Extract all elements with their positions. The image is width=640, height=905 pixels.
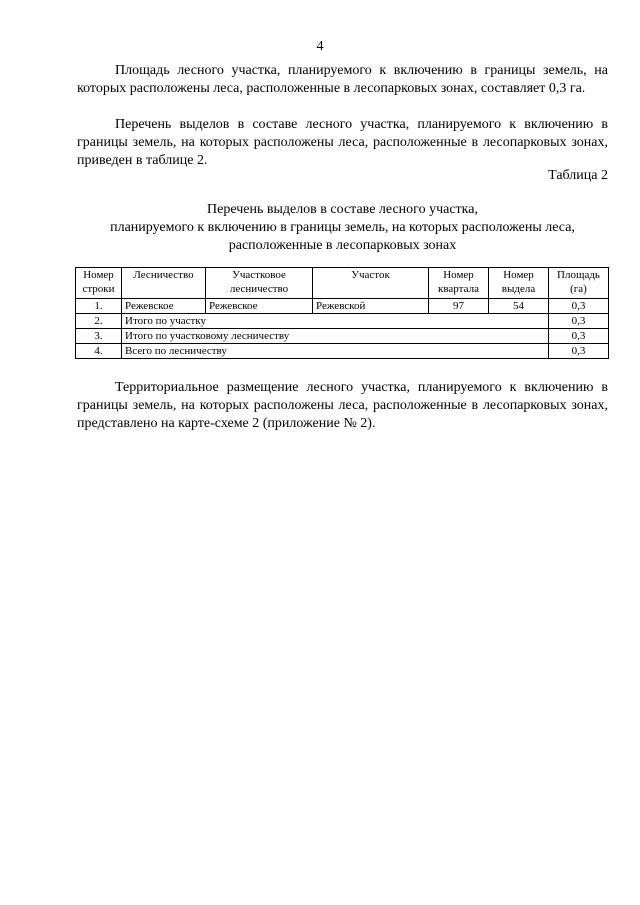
cell-uchastok: Режевской [313, 299, 429, 314]
cell-area: 0,3 [549, 329, 609, 344]
header-kvartal: Номер квартала [429, 268, 489, 299]
header-uchastok: Участок [313, 268, 429, 299]
header-area: Площадь (га) [549, 268, 609, 299]
table-row [76, 344, 609, 359]
header-uchastkovoe-lesnichestvo: Участковое лесничество [206, 268, 313, 299]
page-number: 4 [316, 39, 324, 54]
paragraph-map-reference-text: Территориальное размещение лесного участка, планируемого к включению в границы земель, на которых расположены леса, расположенные в лесопарковых зонах, представлено на карте-схеме 2 (приложение № 2). [77, 380, 608, 431]
paragraph-area-text: Площадь лесного участка, планируемого к включению в границы земель, на которых расположены леса, расположенные в лесопарковых зонах, составляет 0,3 га. [77, 63, 608, 96]
header-vydel: Номер выдела [489, 268, 549, 299]
cell-vydel: 54 [489, 299, 549, 314]
cell-area: 0,3 [549, 344, 609, 359]
table-header-row [76, 268, 609, 299]
cell-kvartal: 97 [429, 299, 489, 314]
cell-row-number: 2. [76, 314, 122, 329]
cell-total-label: Всего по лесничеству [122, 344, 549, 359]
cell-row-number: 3. [76, 329, 122, 344]
paragraph-list-intro [77, 116, 608, 170]
table-label: Таблица 2 [548, 168, 608, 183]
cell-total-label: Итого по участку [122, 314, 549, 329]
table-caption-line: планируемого к включению в границы земель, на которых расположены леса, [110, 220, 575, 235]
cell-area: 0,3 [549, 314, 609, 329]
table-caption-line: Перечень выделов в составе лесного участка, [207, 202, 478, 217]
paragraph-map-reference [77, 379, 608, 433]
cell-lesnichestvo: Режевское [122, 299, 206, 314]
header-lesnichestvo: Лесничество [122, 268, 206, 299]
table-row [76, 299, 609, 314]
cell-uchastkovoe-lesnichestvo: Режевское [206, 299, 313, 314]
cell-row-number: 4. [76, 344, 122, 359]
cell-area: 0,3 [549, 299, 609, 314]
paragraph-list-intro-text: Перечень выделов в составе лесного участка, планируемого к включению в границы земель, на которых расположены леса, расположенные в лесопарковых зонах, приведен в таблице 2. [77, 117, 608, 168]
cell-row-number: 1. [76, 299, 122, 314]
header-row-number: Номер строки [76, 268, 122, 299]
table-caption-line: расположенные в лесопарковых зонах [228, 238, 457, 253]
vydely-table [75, 267, 609, 359]
table-row [76, 329, 609, 344]
table-row [76, 314, 609, 329]
paragraph-area [77, 62, 608, 98]
cell-total-label: Итого по участковому лесничеству [122, 329, 549, 344]
table-caption [60, 201, 625, 255]
